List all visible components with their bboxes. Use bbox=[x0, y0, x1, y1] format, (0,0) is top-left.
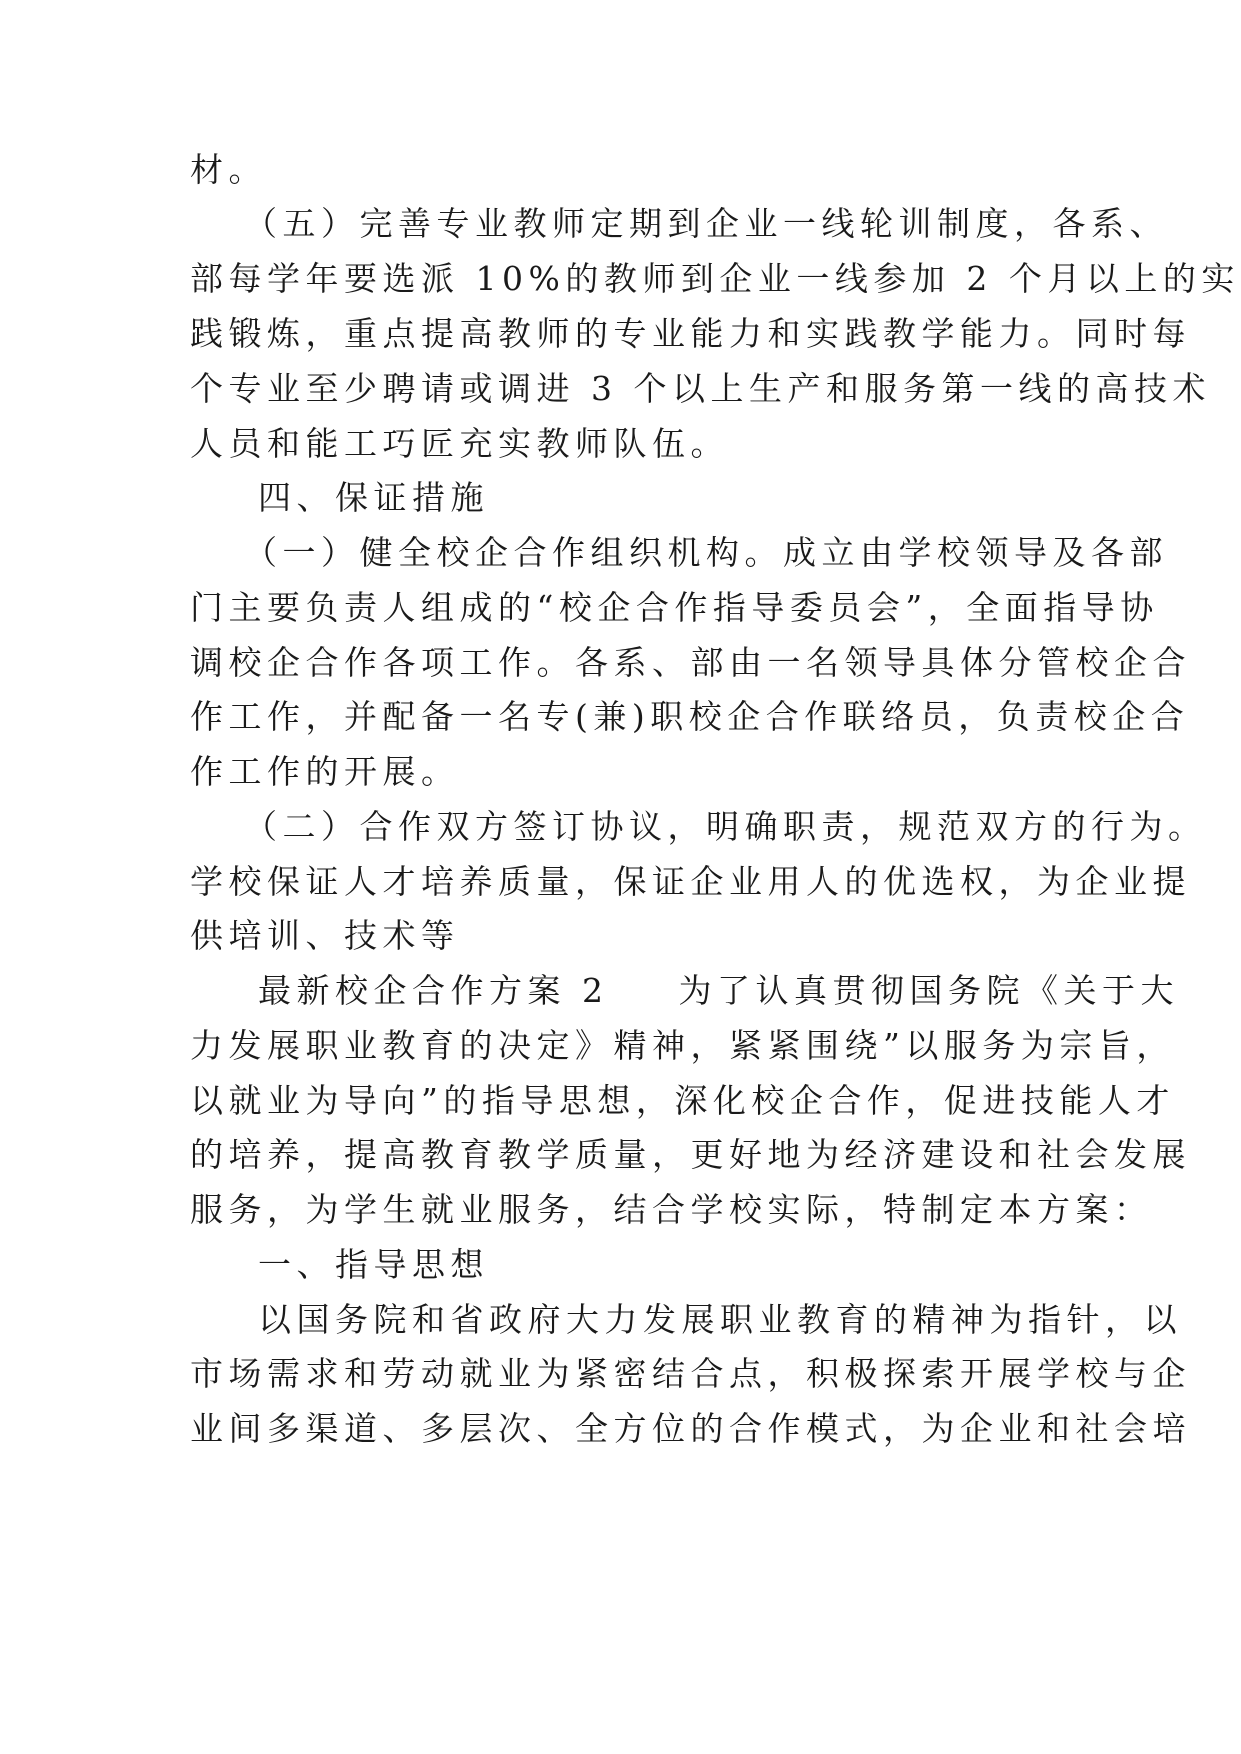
paragraph-line: 作工作的开展。 bbox=[190, 752, 460, 791]
paragraph-line: 业间多渠道、多层次、全方位的合作模式，为企业和社会培 bbox=[190, 1409, 1191, 1448]
paragraph-line: （一）健全校企合作组织机构。成立由学校领导及各部 bbox=[244, 533, 1168, 572]
paragraph-line: 以就业为导向”的指导思想，深化校企合作，促进技能人才 bbox=[190, 1081, 1175, 1120]
paragraph-line: 个专业至少聘请或调进 3 个以上生产和服务第一线的高技术 bbox=[190, 369, 1211, 408]
section-title: 最新校企合作方案 2 bbox=[258, 971, 609, 1010]
paragraph-line: 调校企合作各项工作。各系、部由一名领导具体分管校企合 bbox=[190, 643, 1191, 682]
paragraph-line: （五）完善专业教师定期到企业一线轮训制度，各系、 bbox=[244, 204, 1168, 243]
paragraph-text: 为了认真贯彻国务院《关于大 bbox=[678, 971, 1179, 1010]
paragraph-line: （二）合作双方签订协议，明确职责，规范双方的行为。 bbox=[244, 807, 1207, 846]
paragraph-line: 力发展职业教育的决定》精神，紧紧围绕”以服务为宗旨， bbox=[190, 1026, 1175, 1065]
paragraph-line: 作工作，并配备一名专(兼)职校企合作联络员，负责校企合 bbox=[190, 697, 1190, 736]
paragraph-line: 的培养，提高教育教学质量，更好地为经济建设和社会发展 bbox=[190, 1135, 1191, 1174]
section-heading: 一、指导思想 bbox=[258, 1245, 489, 1284]
paragraph-line: 供培训、技术等 bbox=[190, 916, 460, 955]
paragraph-line: 学校保证人才培养质量，保证企业用人的优选权，为企业提 bbox=[190, 862, 1191, 901]
paragraph-line: 服务，为学生就业服务，结合学校实际，特制定本方案： bbox=[190, 1190, 1153, 1229]
paragraph-line: 市场需求和劳动就业为紧密结合点，积极探索开展学校与企 bbox=[190, 1354, 1191, 1393]
paragraph-line: 以国务院和省政府大力发展职业教育的精神为指针，以 bbox=[258, 1300, 1182, 1339]
paragraph-line: 人员和能工巧匠充实教师队伍。 bbox=[190, 424, 729, 463]
paragraph-line: 材。 bbox=[190, 150, 267, 189]
paragraph-line: 门主要负责人组成的“校企合作指导委员会”，全面指导协 bbox=[190, 588, 1159, 627]
paragraph-line: 部每学年要选派 10%的教师到企业一线参加 2 个月以上的实 bbox=[190, 259, 1240, 298]
paragraph-line bbox=[258, 971, 1241, 1011]
section-heading: 四、保证措施 bbox=[258, 478, 489, 517]
paragraph-line: 践锻炼，重点提高教师的专业能力和实践教学能力。同时每 bbox=[190, 314, 1191, 353]
